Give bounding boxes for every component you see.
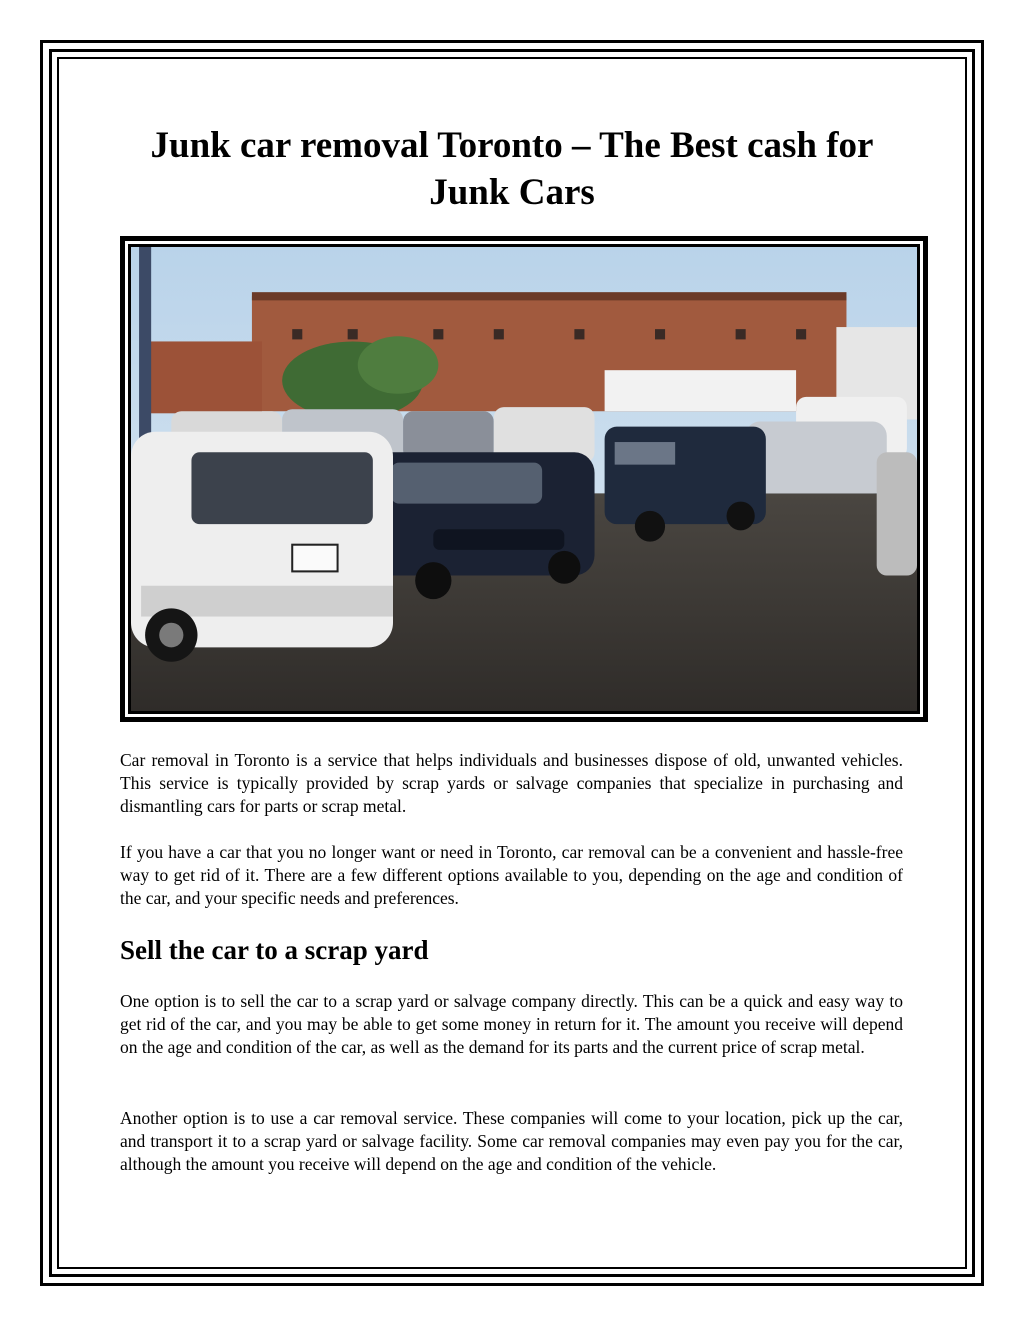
page-title: Junk car removal Toronto – The Best cash for Junk Cars (150, 125, 874, 213)
photo-mat (125, 241, 923, 717)
section-heading: Sell the car to a scrap yard (120, 935, 429, 965)
paragraph-removal-service: Another option is to use a car removal service. These companies will come to your location, pick up the car, and transport it to a scrap yard or salvage facility. Some car removal companies may even pay you for the car, although the amount you receive will depend on the age and condition of the vehicle. (120, 1108, 903, 1174)
paragraph-scrap-yard: One option is to sell the car to a scrap yard or salvage company directly. This can be a quick and easy way to get rid of the car, and you may be able to get some money in return for it. The amount you receive will depend on the age and condition of the car, as well as the demand for its parts and the current price of scrap metal. (120, 991, 903, 1057)
photo-frame (120, 236, 928, 722)
paragraph-options: If you have a car that you no longer want or need in Toronto, car removal can be a convenient and hassle-free way to get rid of it. There are a few different options available to you, depending on the age and condition of the car, and your specific needs and preferences. (120, 842, 903, 908)
paragraph-intro: Car removal in Toronto is a service that helps individuals and businesses dispose of old, unwanted vehicles. This service is typically provided by scrap yards or salvage companies that specialize in purchasing and dismantling cars for parts or scrap metal. (120, 750, 903, 816)
junk-cars-photo (131, 247, 917, 711)
